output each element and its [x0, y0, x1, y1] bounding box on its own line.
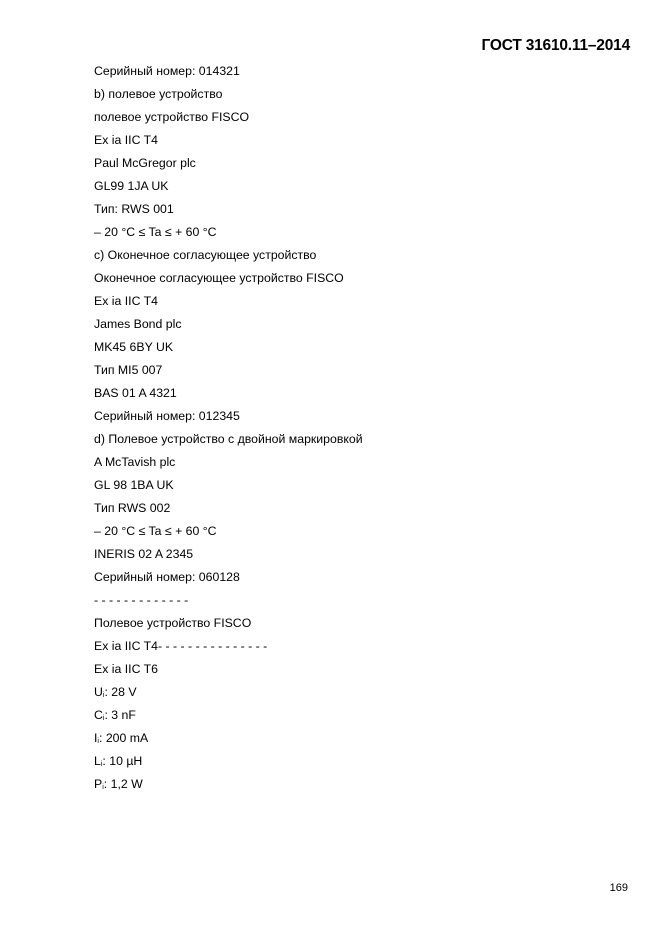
document-body — [94, 63, 614, 799]
parameter-line-power — [94, 776, 614, 799]
parameter-subscript: i — [100, 761, 103, 768]
text-line: INERIS 02 A 2345 — [94, 547, 194, 561]
parameter-symbol: U — [94, 685, 103, 699]
parameter-subscript: i — [97, 738, 99, 745]
parameter-value: : 1,2 W — [103, 777, 143, 791]
text-line: полевое устройство FISCO — [94, 110, 250, 124]
parameter-symbol: I — [94, 731, 98, 745]
text-line: Paul McGregor plc — [94, 156, 196, 170]
text-line: Ex ia IIC T4- - - - - - - - - - - - - - - — [94, 639, 268, 653]
parameter-line-inductance — [94, 753, 614, 776]
text-line: Тип MI5 007 — [94, 363, 163, 377]
parameter-value: : 28 V — [104, 685, 137, 699]
text-line: Серийный номер: 012345 — [94, 409, 240, 423]
parameter-line-voltage — [94, 684, 614, 707]
text-line: MK45 6BY UK — [94, 340, 174, 354]
text-line: Серийный номер: 060128 — [94, 570, 240, 584]
parameter-symbol: P — [94, 777, 103, 791]
parameter-subscript: i — [102, 784, 104, 791]
text-line: Тип: RWS 001 — [94, 202, 174, 216]
parameter-value: : 200 mA — [98, 731, 149, 745]
text-line: c) Оконечное согласующее устройство — [94, 248, 317, 262]
page-number: 169 — [609, 882, 628, 894]
text-line: Ex ia IIC T6 — [94, 662, 159, 676]
text-line: Ex ia IIC T4 — [94, 294, 159, 308]
text-line: Оконечное согласующее устройство FISCO — [94, 271, 344, 285]
parameter-line-current — [94, 730, 614, 753]
separator-line: - - - - - - - - - - - - - — [94, 593, 189, 607]
text-line: – 20 °C ≤ Ta ≤ + 60 °C — [94, 225, 217, 239]
text-line: Тип RWS 002 — [94, 501, 171, 515]
text-line: – 20 °C ≤ Ta ≤ + 60 °C — [94, 524, 217, 538]
text-line: James Bond plc — [94, 317, 182, 331]
text-line: GL 98 1BA UK — [94, 478, 174, 492]
parameter-value: : 10 µH — [102, 754, 143, 768]
text-line: Серийный номер: 014321 — [94, 64, 240, 78]
document-header: ГОСТ 31610.11–2014 — [481, 37, 630, 54]
parameter-symbol: C — [94, 708, 103, 722]
text-line: Ex ia IIC T4 — [94, 133, 159, 147]
text-line: Полевое устройство FISCO — [94, 616, 252, 630]
parameter-value: : 3 nF — [104, 708, 136, 722]
parameter-symbol: L — [94, 754, 101, 768]
text-line: d) Полевое устройство с двойной маркировкой — [94, 432, 363, 446]
text-line: BAS 01 A 4321 — [94, 386, 177, 400]
parameter-subscript: i — [102, 692, 105, 699]
text-line: b) полевое устройство — [94, 87, 223, 101]
parameter-subscript: i — [102, 715, 105, 722]
parameter-line-capacitance — [94, 707, 614, 730]
text-line: GL99 1JA UK — [94, 179, 169, 193]
text-line: A McTavish plc — [94, 455, 176, 469]
